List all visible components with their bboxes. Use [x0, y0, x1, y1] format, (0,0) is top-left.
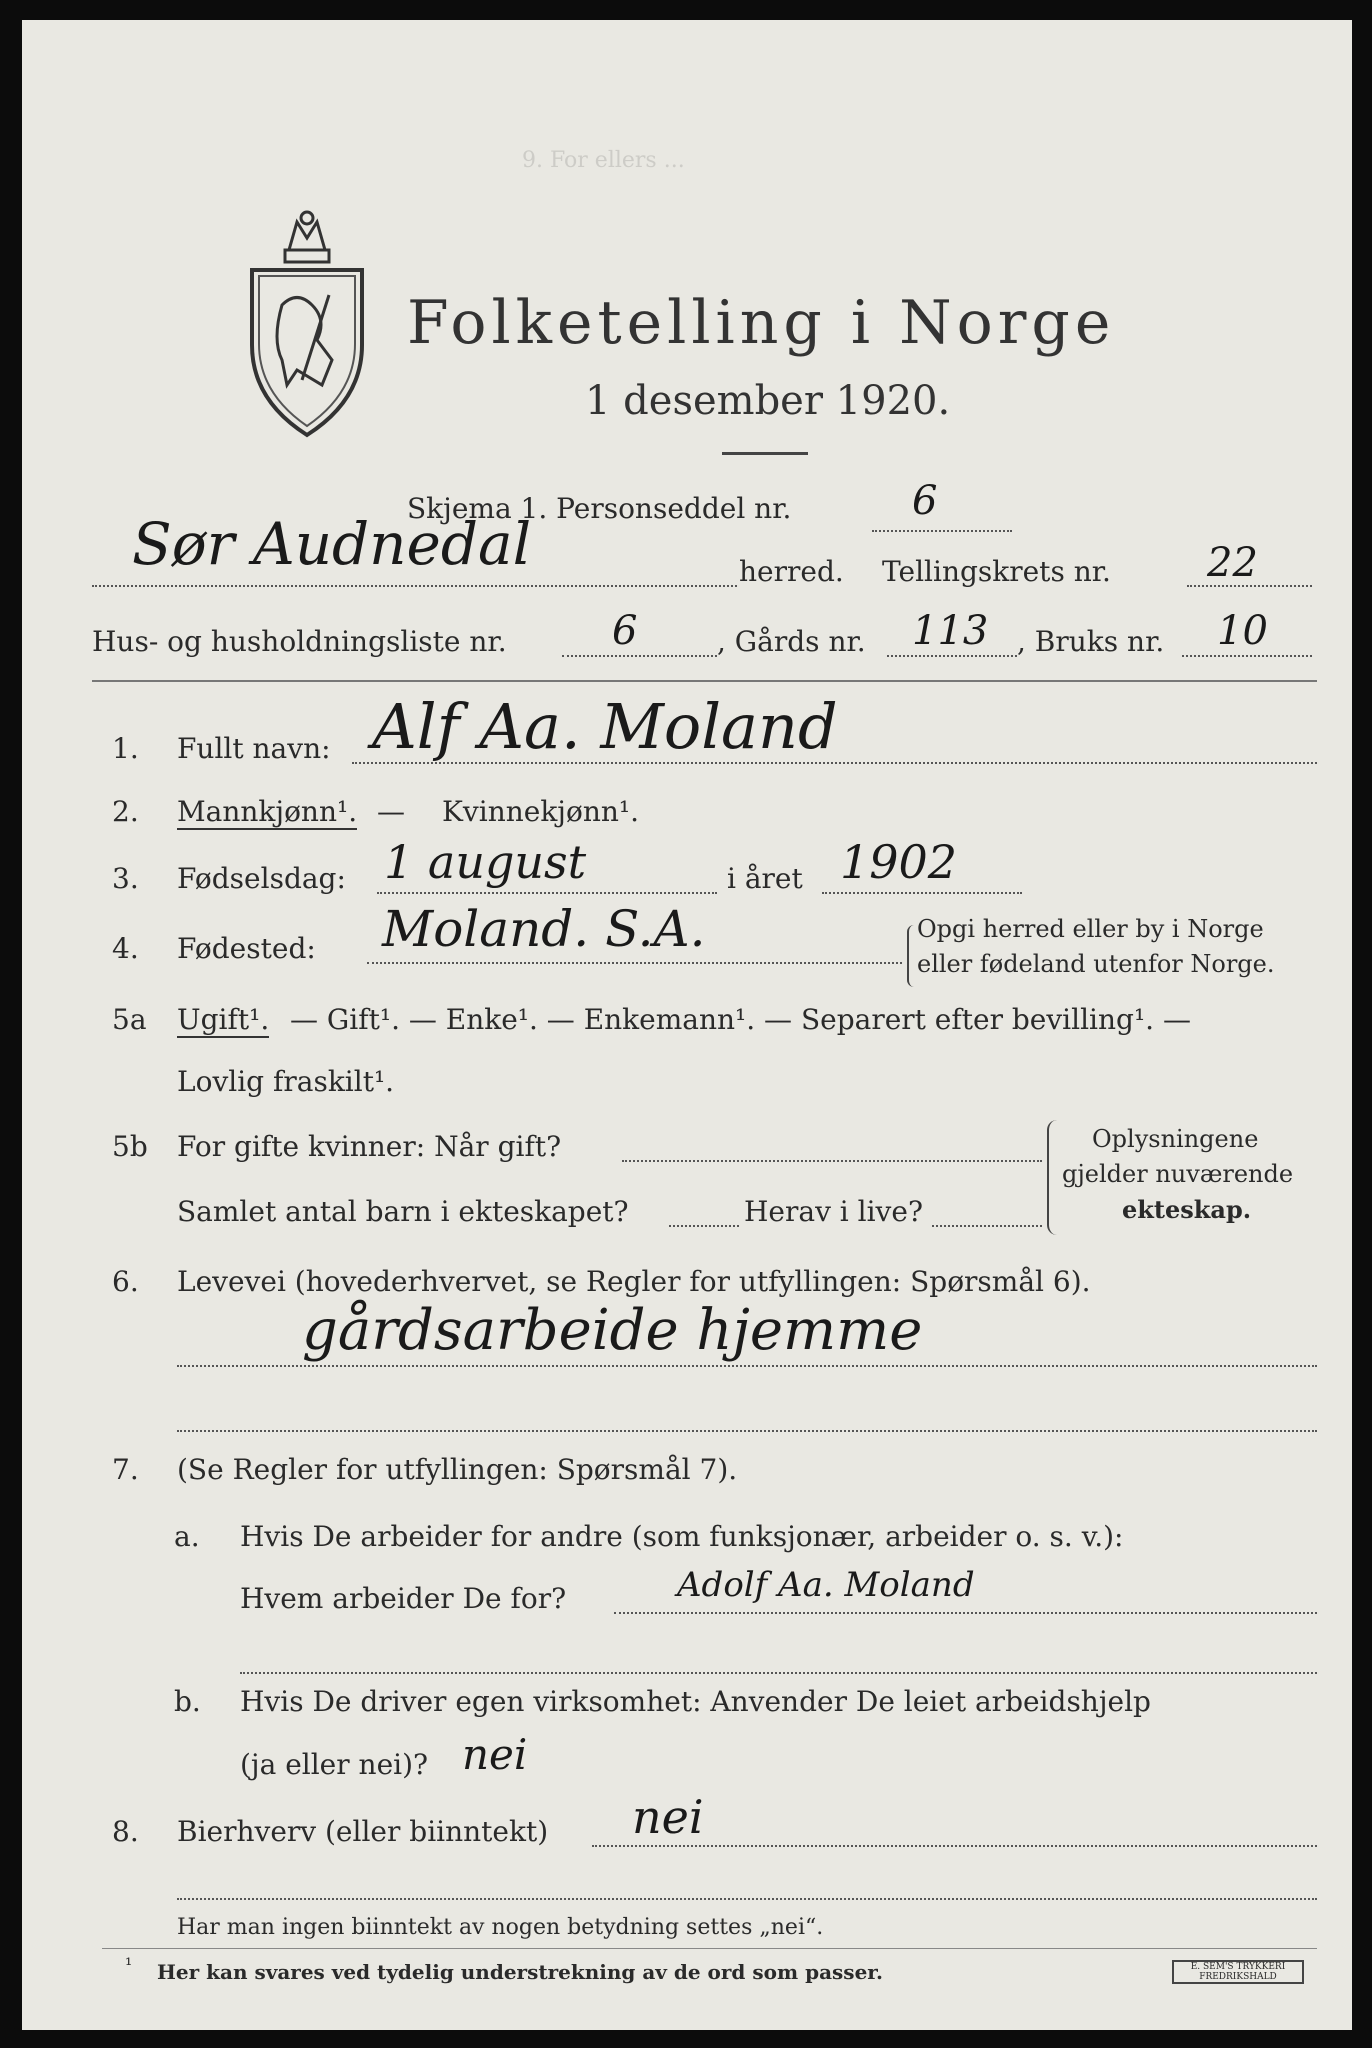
form-title: Folketelling i Norge	[407, 288, 1116, 358]
birthyear-value: 1902	[840, 835, 958, 889]
gards-nr: 113	[912, 608, 989, 654]
personseddel-field	[872, 530, 1012, 532]
husliste-field	[562, 655, 717, 657]
q3-label: Fødselsdag:	[177, 862, 346, 895]
hired-help-value: nei	[462, 1730, 528, 1779]
employer-value: Adolf Aa. Moland	[677, 1565, 975, 1605]
birthplace-value: Moland. S.A.	[382, 900, 706, 958]
husliste-nr: 6	[612, 608, 638, 654]
q6-number: 6.	[112, 1265, 139, 1298]
q5b-number: 5b	[112, 1130, 148, 1163]
year-label: i året	[727, 862, 803, 895]
employer-label: Hvem arbeider De for?	[240, 1582, 567, 1615]
footnote-divider	[102, 1948, 1317, 1949]
occupation-field	[177, 1365, 1317, 1367]
side-income-field-2	[177, 1898, 1317, 1900]
gards-field	[887, 655, 1017, 657]
herred-label: herred.	[739, 555, 844, 588]
children-field	[669, 1225, 739, 1227]
bruks-nr: 10	[1217, 608, 1268, 654]
herred-field	[92, 585, 737, 587]
q7b-number: b.	[174, 1685, 201, 1718]
q1-number: 1.	[112, 732, 139, 765]
birthplace-note-1: Opgi herred eller by i Norge	[917, 915, 1264, 943]
census-form	[22, 20, 1352, 2030]
title-rule	[722, 452, 808, 455]
marriage-note-2: gjelder nuværende	[1062, 1160, 1294, 1188]
q4-number: 4.	[112, 932, 139, 965]
side-income-value: nei	[632, 1790, 704, 1844]
nei-note: Har man ingen biinntekt av nogen betydning settes „nei“.	[177, 1915, 824, 1940]
children-label: Samlet antal barn i ekteskapet?	[177, 1195, 629, 1228]
tellingskrets-label: Tellingskrets nr.	[882, 555, 1111, 588]
personseddel-nr: 6	[912, 478, 938, 524]
header-divider	[92, 680, 1317, 682]
full-name-value: Alf Aa. Moland	[372, 690, 838, 763]
marital-ugift: Ugift¹.	[177, 1003, 270, 1036]
q8-number: 8.	[112, 1815, 139, 1848]
q2-number: 2.	[112, 795, 139, 828]
form-subtitle: 1 desember 1920.	[585, 378, 951, 424]
q7-label: (Se Regler for utfyllingen: Spørsmål 7).	[177, 1453, 738, 1486]
birthdate-field	[377, 892, 717, 894]
coat-of-arms-icon	[237, 210, 377, 440]
printer-stamp: E. SEM'S TRYKKERI FREDRIKSHALD	[1172, 1960, 1304, 1984]
gards-label: , Gårds nr.	[717, 625, 866, 658]
occupation-value: gårdsarbeide hjemme	[302, 1298, 923, 1363]
birthplace-note-2: eller fødeland utenfor Norge.	[917, 950, 1275, 978]
q4-label: Fødested:	[177, 932, 316, 965]
gender-female: Kvinnekjønn¹.	[442, 795, 640, 828]
q6-label: Levevei (hovederhvervet, se Regler for utfyllingen: Spørsmål 6).	[177, 1265, 1091, 1298]
footnote-text: Her kan svares ved tydelig understrekning av de ord som passer.	[157, 1960, 883, 1984]
gender-male: Mannkjønn¹.	[177, 795, 358, 828]
q7a-number: a.	[174, 1520, 200, 1553]
married-when-field	[622, 1160, 1042, 1162]
birthplace-field	[367, 962, 902, 964]
birthyear-field	[822, 892, 1022, 894]
marriage-note-3: ekteskap.	[1122, 1195, 1252, 1224]
hired-help-label: (ja eller nei)?	[240, 1748, 429, 1781]
children-alive-field	[932, 1225, 1042, 1227]
q1-label: Fullt navn:	[177, 732, 331, 765]
birthdate-value: 1 august	[384, 835, 587, 889]
tellingskrets-nr: 22	[1207, 540, 1258, 586]
skjema-label: Skjema 1. Personseddel nr.	[407, 492, 792, 525]
occupation-field-2	[177, 1430, 1317, 1432]
marital-fraskilt: Lovlig fraskilt¹.	[177, 1065, 395, 1098]
birthplace-brace	[907, 925, 914, 987]
children-alive-label: Herav i live?	[744, 1195, 923, 1228]
q7b-text: Hvis De driver egen virksomhet: Anvender De leiet arbeidshjelp	[240, 1685, 1151, 1718]
bruks-label: , Bruks nr.	[1017, 625, 1165, 658]
marriage-note-1: Oplysningene	[1092, 1125, 1259, 1153]
employer-field-2	[240, 1672, 1317, 1674]
employer-field	[614, 1612, 1317, 1614]
husliste-label: Hus- og husholdningsliste nr.	[92, 625, 507, 658]
side-income-field	[592, 1845, 1317, 1847]
footnote-mark: ¹	[125, 1955, 133, 1976]
q7a-text: Hvis De arbeider for andre (som funksjonær, arbeider o. s. v.):	[240, 1520, 1124, 1553]
q3-number: 3.	[112, 862, 139, 895]
gender-sep: —	[377, 795, 405, 828]
q7-number: 7.	[112, 1453, 139, 1486]
bleed-through: 9. For ellers ...	[522, 148, 685, 173]
bruks-field	[1182, 655, 1312, 657]
q5a-number: 5a	[112, 1003, 147, 1036]
q8-label: Bierhverv (eller biinntekt)	[177, 1815, 549, 1848]
herred-value: Sør Audnedal	[132, 510, 532, 578]
married-when-label: For gifte kvinner: Når gift?	[177, 1130, 562, 1163]
marriage-brace	[1047, 1120, 1057, 1235]
marital-options: — Gift¹. — Enke¹. — Enkemann¹. — Separert efter bevilling¹. —	[290, 1003, 1191, 1036]
